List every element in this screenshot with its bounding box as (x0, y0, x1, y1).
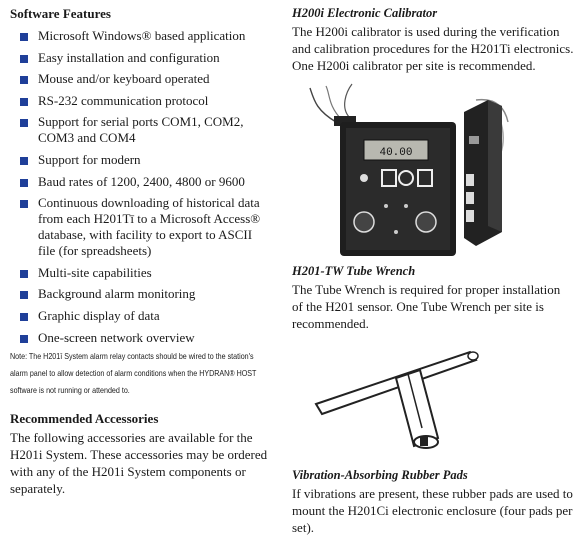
rubber-pads-text: If vibrations are present, these rubber pads are used to mount the H201Ci electronic enclosure (four pads per set). (292, 486, 573, 535)
calibrator-image (306, 82, 516, 258)
rubber-pads-title: Vibration-Absorbing Rubber Pads (292, 468, 468, 482)
calibrator-text: The H200i calibrator is used during the verification and calibration procedures for the H201Ti electronics. One H200i calibrator per site is recommended. (292, 24, 574, 73)
left-column (10, 6, 272, 497)
bullet-icon (20, 179, 28, 187)
list-item: Support for serial ports COM1, COM2, COM3 and COM4 (10, 114, 272, 146)
bullet-icon (20, 291, 28, 299)
bullet-icon (20, 270, 28, 278)
tube-wrench-image (310, 342, 530, 462)
list-item: Graphic display of data (10, 308, 272, 324)
list-item: RS-232 communication protocol (10, 93, 272, 109)
alarm-note: Note: The H201ī System alarm relay contacts should be wired to the station's alarm panel to allow detection of alarm conditions when the HYDRAN® HOST software is not running or attended to. (10, 350, 257, 395)
software-features-title: Software Features (10, 6, 111, 21)
accessories-text: The following accessories are available for the H201i System. These accessories may be ordered with any of the H201i System components or separately. (10, 429, 268, 496)
bullet-icon (20, 313, 28, 321)
calibrator-display-value: 40.00 (379, 147, 413, 159)
list-item: Mouse and/or keyboard operated (10, 71, 272, 87)
features-list (10, 28, 272, 346)
accessories-title: Recommended Accessories (10, 410, 159, 426)
list-item: Continuous downloading of historical data from each H201Tī to a Microsoft Access® database, with facility to export to ASCII file (for spreadsheets) (10, 195, 272, 259)
tube-wrench-text: The Tube Wrench is required for proper installation of the H201 sensor. One Tube Wrench per site is recommended. (292, 282, 561, 331)
bullet-icon (20, 157, 28, 165)
right-column (292, 6, 574, 536)
bullet-icon (20, 98, 28, 106)
bullet-icon (20, 119, 28, 127)
calibrator-illustration (306, 82, 516, 258)
tube-wrench-title: H201-TW Tube Wrench (292, 264, 416, 278)
calibrator-title: H200i Electronic Calibrator (292, 6, 438, 20)
bullet-icon (20, 76, 28, 84)
list-item: Multi-site capabilities (10, 265, 272, 281)
list-item: Easy installation and configuration (10, 50, 272, 66)
bullet-icon (20, 33, 28, 41)
tube-wrench-illustration (310, 342, 530, 462)
bullet-icon (20, 55, 28, 63)
list-item: One-screen network overview (10, 330, 272, 346)
list-item: Background alarm monitoring (10, 286, 272, 302)
bullet-icon (20, 200, 28, 208)
list-item: Microsoft Windows® based application (10, 28, 272, 44)
list-item: Baud rates of 1200, 2400, 4800 or 9600 (10, 174, 272, 190)
bullet-icon (20, 335, 28, 343)
list-item: Support for modern (10, 152, 272, 168)
